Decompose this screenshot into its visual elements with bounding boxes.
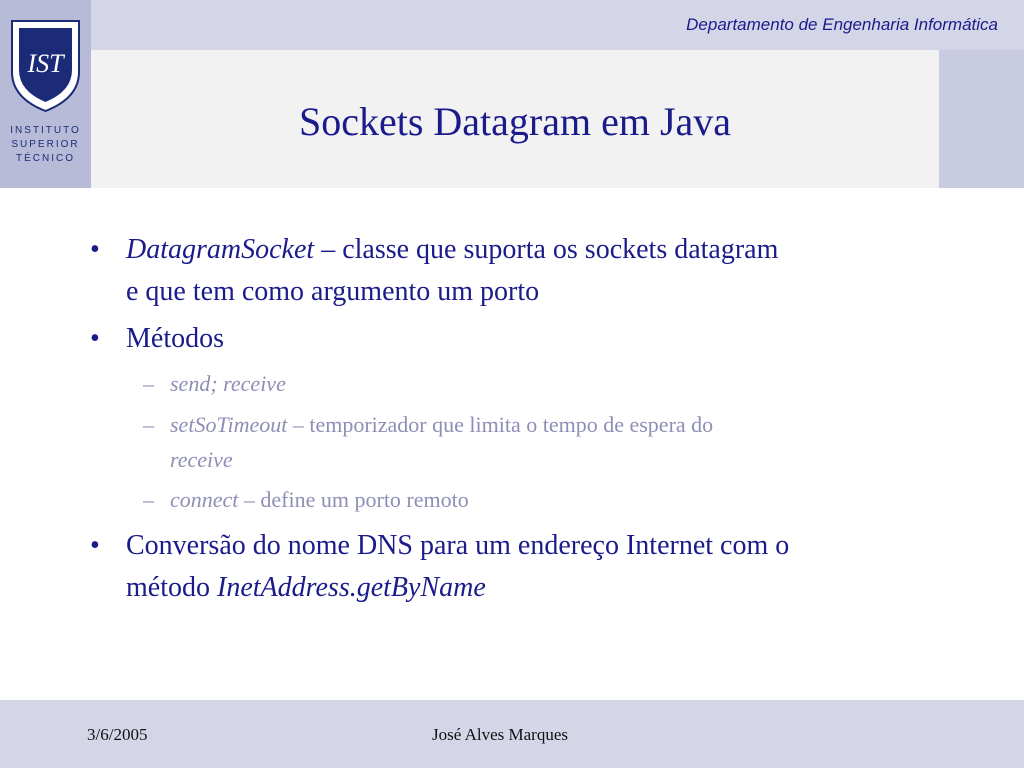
- bullet-marker: •: [90, 530, 100, 561]
- footer: [0, 700, 1024, 768]
- sub-bullet-text: – temporizador que limita o tempo de espera do: [287, 412, 714, 437]
- sub-bullet-marker: –: [143, 412, 154, 437]
- term-connect: connect: [170, 487, 239, 512]
- bullet-text: Métodos: [126, 323, 224, 354]
- sub-bullet-text: – define um porto remoto: [238, 487, 469, 512]
- bullet-marker: •: [90, 234, 100, 265]
- term-datagramsocket: DatagramSocket: [126, 234, 315, 265]
- bullet-text: método: [126, 572, 217, 603]
- sub-bullet-marker: –: [143, 371, 154, 396]
- term-receive: receive: [170, 447, 233, 472]
- footer-date: 3/6/2005: [87, 725, 148, 744]
- bullet-text: e que tem como argumento um porto: [126, 276, 540, 307]
- logo-line-1: INSTITUTO: [10, 125, 81, 136]
- slide-title: Sockets Datagram em Java: [298, 99, 732, 144]
- sub-bullet-marker: –: [143, 487, 154, 512]
- term-send-receive: send; receive: [170, 371, 286, 396]
- logo-monogram: IST: [27, 49, 64, 78]
- term-setsotimeout: setSoTimeout: [170, 412, 288, 437]
- bullet-text: – classe que suporta os sockets datagram: [314, 234, 779, 265]
- logo-line-3: TÉCNICO: [16, 153, 75, 164]
- footer-author: José Alves Marques: [432, 725, 568, 744]
- department-name: Departamento de Engenharia Informática: [686, 15, 998, 34]
- logo-line-2: SUPERIOR: [11, 139, 80, 150]
- term-inetaddress: InetAddress.getByName: [217, 572, 486, 603]
- bullet-text: Conversão do nome DNS para um endereço Internet com o: [126, 530, 790, 561]
- bullet-marker: •: [90, 323, 100, 354]
